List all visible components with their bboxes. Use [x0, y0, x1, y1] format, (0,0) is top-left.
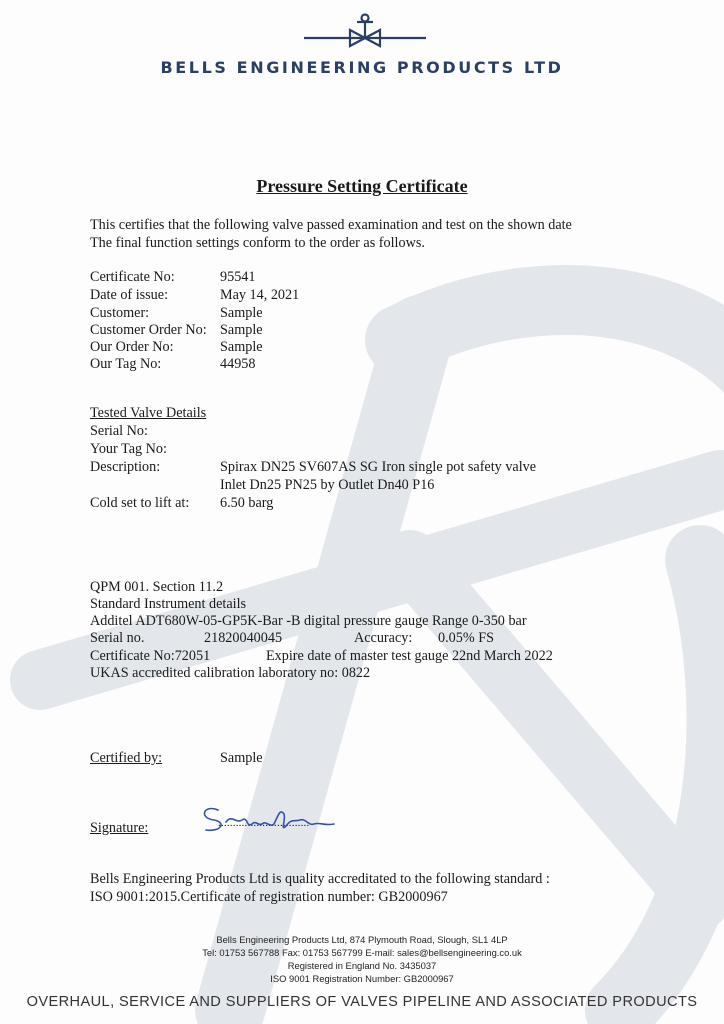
expire-date: Expire date of master test gauge 22nd March 2022 — [266, 648, 553, 664]
signature-label: Signature: — [90, 820, 149, 836]
valve-logo-icon — [300, 12, 430, 52]
footer-iso: ISO 9001 Registration Number: GB2000967 — [270, 973, 454, 984]
accuracy-label: Accuracy: — [354, 630, 413, 646]
description-line-2: Inlet Dn25 PN25 by Outlet Dn40 P16 — [220, 477, 435, 493]
detail-label: Our Tag No: — [90, 356, 162, 372]
footer-contact: Tel: 01753 567788 Fax: 01753 567799 E-mail: sales@bellsengineering.co.uk — [202, 947, 522, 958]
intro-line-2: The final function settings conform to the order as follows. — [90, 235, 425, 251]
quality-line-2: ISO 9001:2015.Certificate of registration number: GB2000967 — [90, 889, 448, 905]
ukas-line: UKAS accredited calibration laboratory no: 0822 — [90, 665, 371, 681]
tag-label: Your Tag No: — [90, 441, 167, 457]
detail-value: 95541 — [220, 269, 256, 285]
handwritten-signature — [196, 796, 346, 846]
detail-label: Date of issue: — [90, 287, 169, 303]
detail-value: Sample — [220, 339, 263, 355]
description-label: Description: — [90, 459, 161, 475]
accuracy-value: 0.05% FS — [438, 630, 494, 646]
detail-label: Our Order No: — [90, 339, 174, 355]
detail-label: Customer Order No: — [90, 322, 207, 338]
instrument-serial-label: Serial no. — [90, 630, 145, 646]
detail-value: 44958 — [220, 356, 256, 372]
detail-label: Customer: — [90, 305, 150, 321]
serial-label: Serial No: — [90, 423, 148, 439]
standard-heading: Standard Instrument details — [90, 596, 247, 612]
detail-value: Sample — [220, 322, 263, 338]
valve-heading: Tested Valve Details — [90, 405, 207, 421]
instrument-serial-value: 21820040045 — [204, 630, 283, 646]
footer-address: Bells Engineering Products Ltd, 874 Plymouth Road, Slough, SL1 4LP — [216, 934, 508, 945]
detail-value: May 14, 2021 — [220, 287, 300, 303]
description-line-1: Spirax DN25 SV607AS SG Iron single pot safety valve — [220, 459, 537, 475]
cold-set-value: 6.50 barg — [220, 495, 274, 511]
certificate-title: Pressure Setting Certificate — [256, 176, 468, 196]
gauge-description: Additel ADT680W-05-GP5K-Bar -B digital pressure gauge Range 0-350 bar — [90, 613, 527, 629]
detail-value: Sample — [220, 305, 263, 321]
footer-registered: Registered in England No. 3435037 — [287, 960, 437, 971]
certified-by-label: Certified by: — [90, 750, 163, 766]
detail-label: Certificate No: — [90, 269, 175, 285]
company-name: BELLS ENGINEERING PRODUCTS LTD — [160, 58, 564, 77]
certified-by-value: Sample — [220, 750, 263, 766]
intro-line-1: This certifies that the following valve passed examination and test on the shown date — [90, 217, 572, 233]
cold-set-label: Cold set to lift at: — [90, 495, 190, 511]
instrument-cert-no: Certificate No:72051 — [90, 648, 211, 664]
footer-tagline: OVERHAUL, SERVICE AND SUPPLIERS OF VALVES PIPELINE AND ASSOCIATED PRODUCTS — [26, 994, 698, 1010]
qpm-ref: QPM 001. Section 11.2 — [90, 579, 224, 595]
quality-line-1: Bells Engineering Products Ltd is quality accreditated to the following standard : — [90, 871, 550, 887]
signature-line: ............................... — [218, 817, 310, 829]
